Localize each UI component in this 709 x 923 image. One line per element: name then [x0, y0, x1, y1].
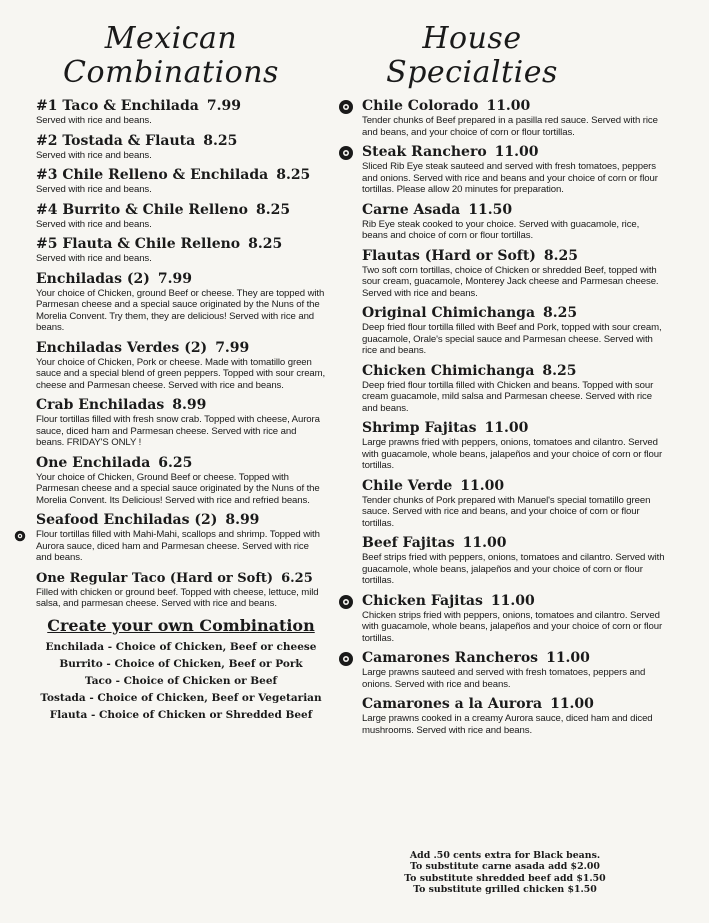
item-price: 8.99: [172, 397, 207, 413]
menu-item: [36, 512, 326, 564]
item-name: Camarones Rancheros: [362, 650, 539, 666]
combination-option: Enchilada - Choice of Chicken, Beef or cheese: [45, 640, 317, 653]
create-your-own-combination: [36, 616, 326, 724]
item-price: 8.25: [542, 362, 577, 379]
item-name: Shrimp Fajitas: [362, 420, 477, 436]
item-price: 8.25: [255, 201, 291, 218]
combination-option: Tostada - Choice of Chicken, Beef or Vegetarian: [40, 691, 322, 704]
note-line: To substitute carne asada add $2.00: [410, 861, 600, 873]
item-name: Chile Verde: [362, 477, 453, 494]
item-price: 11.50: [468, 201, 513, 218]
item-name: Camarones a la Aurora: [362, 696, 543, 712]
menu-item: [36, 133, 326, 162]
item-price: 6.25: [158, 454, 193, 471]
menu-item: [362, 202, 667, 242]
item-price: 8.25: [543, 247, 579, 264]
menu-item: [362, 248, 667, 300]
item-description: Served with rice and beans.: [36, 149, 152, 161]
item-description: Your choice of Chicken, ground Beef or cheese. They are topped with Parmesan cheese and a special sauce originated by the Nuns of the Morelia Convent. Try them, they are delicious! Served with rice and beans.: [36, 287, 325, 333]
menu-item: [36, 236, 326, 265]
flower-icon: [14, 530, 26, 542]
item-description: Flour tortillas filled with fresh snow crab. Topped with cheese, Aurora sauce, diced ham and Parmesan cheese. Served with rice and beans. FRIDAY'S ONLY !: [36, 414, 320, 448]
item-price: 11.00: [490, 592, 535, 609]
title-line-2: Combinations: [63, 55, 279, 90]
item-price: 8.25: [543, 305, 578, 321]
note-line: To substitute grilled chicken $1.50: [413, 884, 597, 896]
item-description: Tender chunks of Pork prepared with Manuel's special tomatillo green sauce. Served with rice and beans, and your choice of corn or flour tortillas.: [362, 494, 651, 529]
item-name: #4 Burrito & Chile Relleno: [36, 201, 248, 218]
menu-item: [36, 167, 326, 196]
house-specialties-column: [362, 22, 667, 742]
item-description: Tender chunks of Beef prepared in a pasilla red sauce. Served with rice and beans, and your choice of corn or flour tortillas.: [362, 115, 658, 138]
menu-item: [36, 397, 326, 449]
menu-item: [36, 455, 326, 507]
item-name: Chicken Chimichanga: [362, 362, 535, 379]
item-price: 11.00: [462, 535, 507, 551]
title-line-1: House: [422, 21, 522, 56]
item-description: Deep fried flour tortilla filled with Beef and Pork, topped with sour cream, guacamole, Orale's special sauce and Parmesan cheese. Served with rice and beans.: [362, 322, 662, 356]
item-description: Deep fried flour tortilla filled with Chicken and beans. Topped with sour cream guacamole, mild salsa and Parmesan cheese. Served with rice and beans.: [362, 379, 654, 414]
mexican-combinations-column: [36, 22, 326, 724]
item-price: 7.99: [206, 98, 241, 114]
section-title-mexican-combinations: [26, 22, 316, 90]
item-name: Chile Colorado: [362, 98, 479, 114]
menu-item: [36, 570, 326, 610]
menu-item: [362, 696, 667, 736]
item-description: Large prawns fried with peppers, onions, tomatoes and cilantro. Served with guacamole, whole beans, jalapeños and your choice of corn or flour tortillas.: [362, 437, 663, 471]
menu-item: [36, 98, 326, 127]
item-name: #5 Flauta & Chile Relleno: [36, 236, 241, 252]
flower-icon: [338, 651, 354, 667]
item-price: 11.00: [460, 477, 505, 494]
item-name: Crab Enchiladas: [36, 397, 165, 413]
item-description: Served with rice and beans.: [36, 253, 152, 264]
menu-item: [362, 305, 667, 357]
combination-option: Flauta - Choice of Chicken or Shredded Beef: [49, 708, 313, 721]
item-price: 11.00: [550, 696, 594, 712]
item-name: Enchiladas (2): [36, 270, 150, 287]
item-description: Rib Eye steak cooked to your choice. Served with guacamole, rice, beans and choice of corn or flour tortillas.: [362, 218, 640, 241]
item-description: Served with rice and beans.: [36, 184, 152, 195]
item-price: 11.00: [546, 650, 590, 666]
title-line-1: Mexican: [104, 21, 238, 56]
menu-item: [362, 593, 667, 645]
menu-item: [362, 98, 667, 138]
item-description: Your choice of Chicken, Ground Beef or cheese. Topped with Parmesan cheese and a special sauce originated by the Nuns of the Morelia Convent. Its Delicious! Served with rice and refried beans.: [36, 471, 320, 506]
menu-item: [36, 202, 326, 231]
item-description: Served with rice and beans.: [36, 115, 152, 126]
item-name: #2 Tostada & Flauta: [36, 132, 196, 149]
item-description: Sliced Rib Eye steak sauteed and served with fresh tomatoes, peppers and onions. Served with rice and beans and your choice of corn or flour tortillas. Please allow 20 minutes for preparation.: [362, 161, 658, 195]
menu-item: [362, 420, 667, 472]
item-price: 8.25: [203, 132, 238, 149]
item-name: Flautas (Hard or Soft): [362, 247, 536, 264]
note-line: To substitute shredded beef add $1.50: [404, 872, 606, 884]
item-price: 11.00: [486, 98, 531, 114]
menu-item: [36, 340, 326, 392]
item-name: Beef Fajitas: [362, 535, 455, 551]
note-line: Add .50 cents extra for Black beans.: [409, 850, 601, 861]
create-combination-title: Create your own Combination: [47, 615, 315, 635]
combination-option: Burrito - Choice of Chicken, Beef or Pork: [59, 657, 303, 670]
item-name: Original Chimichanga: [362, 305, 536, 321]
title-line-2: Specialties: [386, 55, 558, 90]
item-description: Two soft corn tortillas, choice of Chicken or shredded Beef, topped with sour cream, guacamole, Monterey Jack cheese and Parmesan cheese. Served with rice and beans.: [362, 264, 659, 299]
substitution-notes: [400, 850, 610, 896]
menu-item: [362, 535, 667, 587]
item-name: Seafood Enchiladas (2): [36, 512, 218, 528]
item-name: Carne Asada: [362, 201, 461, 218]
menu-item: [36, 271, 326, 334]
flower-icon: [338, 594, 354, 610]
item-name: #3 Chile Relleno & Enchilada: [36, 167, 269, 183]
section-title-house-specialties: [342, 22, 602, 90]
item-description: Flour tortillas filled with Mahi-Mahi, scallops and shrimp. Topped with Aurora sauce, diced ham and Parmesan cheese. Served with rice and beans.: [36, 529, 320, 563]
item-name: One Enchilada: [36, 454, 151, 471]
item-description: Filled with chicken or ground beef. Topped with cheese, lettuce, mild salsa, and parmesan cheese. Served with rice and beans.: [36, 586, 319, 609]
item-name: Steak Ranchero: [362, 144, 487, 160]
menu-item: [362, 144, 667, 196]
item-name: One Regular Taco (Hard or Soft): [36, 570, 274, 586]
item-price: 8.25: [276, 167, 311, 183]
flower-icon: [338, 99, 354, 115]
item-description: Large prawns cooked in a creamy Aurora sauce, diced ham and diced mushrooms. Served with rice and beans.: [362, 713, 653, 736]
item-description: Served with rice and beans.: [36, 218, 152, 230]
item-description: Your choice of Chicken, Pork or cheese. Made with tomatillo green sauce and a special blend of green peppers. Topped with sour cream, cheese and Parmesan cheese. Served with rice and beans.: [36, 356, 326, 391]
combination-option: Taco - Choice of Chicken or Beef: [84, 674, 278, 687]
item-price: 11.00: [484, 420, 529, 436]
flower-icon: [338, 145, 354, 161]
item-price: 8.25: [248, 236, 283, 252]
item-description: Large prawns sauteed and served with fresh tomatoes, peppers and onions. Served with rice and beans.: [362, 667, 646, 690]
item-name: Enchiladas Verdes (2): [36, 339, 208, 356]
item-price: 6.25: [281, 570, 313, 586]
menu-item: [362, 363, 667, 415]
item-price: 11.00: [494, 144, 539, 160]
item-name: #1 Taco & Enchilada: [36, 98, 199, 114]
menu-item: [362, 650, 667, 690]
item-price: 7.99: [215, 339, 250, 356]
item-description: Beef strips fried with peppers, onions, tomatoes and cilantro. Served with guacamole, whole beans, jalapeños and your choice of corn or flour tortillas.: [362, 552, 665, 586]
menu-item: [362, 478, 667, 530]
item-name: Chicken Fajitas: [362, 592, 483, 609]
item-price: 8.99: [225, 512, 260, 528]
item-description: Chicken strips fried with peppers, onions, tomatoes and cilantro. Served with guacamole, whole beans, jalapeños and your choice of corn or flour tortillas.: [362, 609, 663, 644]
item-price: 7.99: [157, 270, 192, 287]
